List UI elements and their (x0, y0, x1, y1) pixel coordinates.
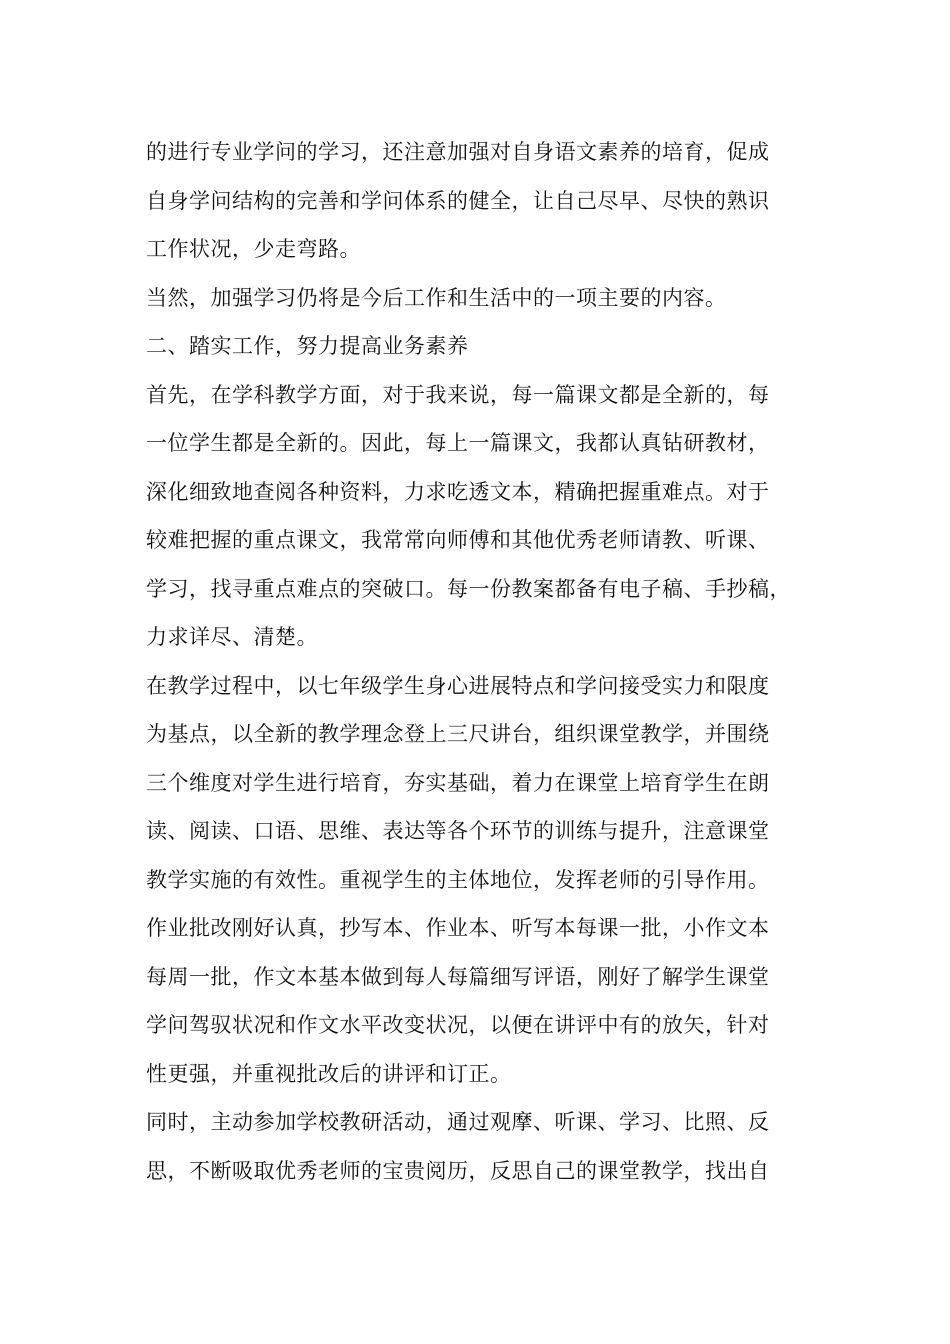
text-line: 自身学问结构的完善和学问体系的健全，让自己尽早、尽快的熟识 (146, 188, 770, 213)
text-line: 教学实施的有效性。重视学生的主体地位，发挥老师的引导作用。 (146, 867, 770, 892)
text-line: 思，不断吸取优秀老师的宝贵阅历，反思自己的课堂教学，找出自 (146, 1158, 770, 1183)
text-line: 的进行专业学问的学习，还注意加强对自身语文素养的培育，促成 (146, 140, 770, 164)
text-line: 一位学生都是全新的。因此，每上一篇课文，我都认真钻研教材， (146, 431, 770, 455)
text-line: 较难把握的重点课文，我常常向师傅和其他优秀老师请教、听课、 (146, 528, 770, 552)
body-text (146, 128, 826, 1195)
text-line: 在教学过程中，以七年级学生身心进展特点和学问接受实力和限度 (146, 673, 770, 698)
text-line: 力求详尽、清楚。 (146, 625, 318, 649)
text-line: 性更强，并重视批改后的讲评和订正。 (146, 1061, 512, 1086)
text-line: 深化细致地查阅各种资料，力求吃透文本，精确把握重难点。对于 (146, 479, 770, 504)
text-line: 工作状况，少走弯路。 (146, 237, 361, 261)
text-line: 首先，在学科教学方面，对于我来说，每一篇课文都是全新的，每 (146, 382, 770, 407)
section-heading: 二、踏实工作，努力提高业务素养 (146, 334, 469, 358)
text-line: 学问驾驭状况和作文水平改变状况，以便在讲评中有的放矢，针对 (146, 1013, 770, 1037)
text-line: 三个维度对学生进行培育，夯实基础，着力在课堂上培育学生在朗 (146, 770, 770, 795)
text-line: 学习，找寻重点难点的突破口。每一份教案都备有电子稿、手抄稿， (146, 576, 791, 601)
text-line: 读、阅读、口语、思维、表达等各个环节的训练与提升，注意课堂 (146, 819, 770, 843)
text-line: 作业批改刚好认真，抄写本、作业本、听写本每课一批，小作文本 (146, 916, 770, 940)
text-line: 同时，主动参加学校教研活动，通过观摩、听课、学习、比照、反 (146, 1110, 770, 1134)
text-line: 每周一批，作文本基本做到每人每篇细写评语，刚好了解学生课堂 (146, 964, 770, 989)
text-line: 为基点，以全新的教学理念登上三尺讲台，组织课堂教学，并围绕 (146, 722, 770, 746)
text-line: 当然，加强学习仍将是今后工作和生活中的一项主要的内容。 (146, 285, 727, 310)
